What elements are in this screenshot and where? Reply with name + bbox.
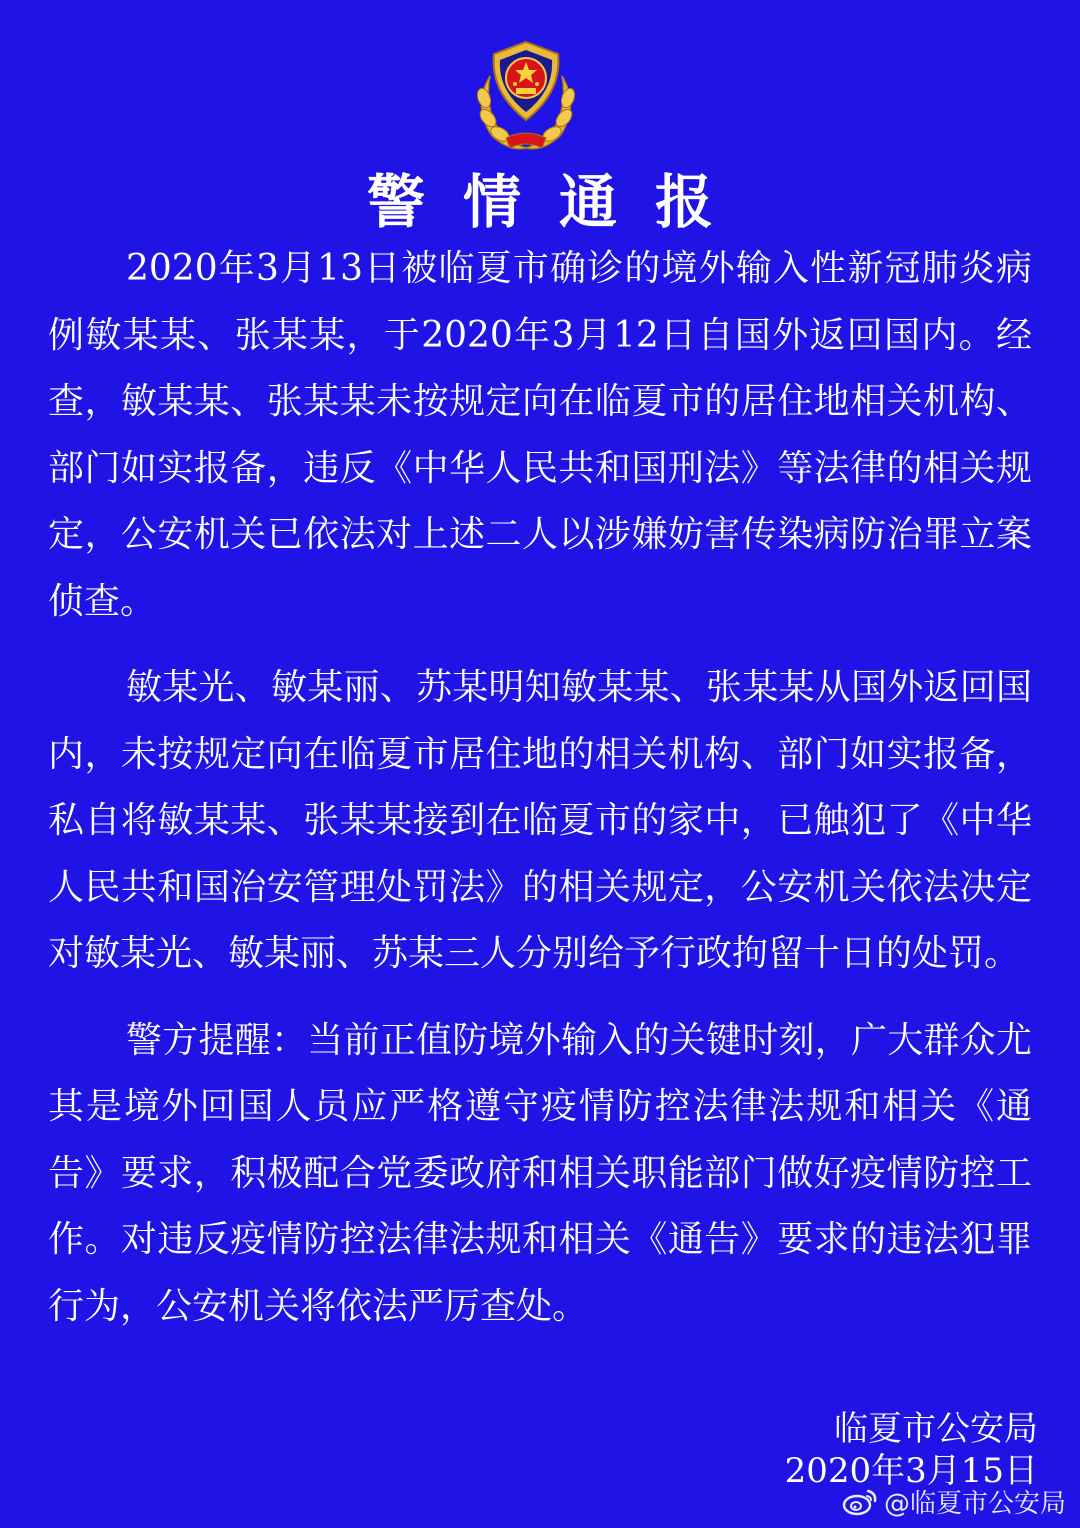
signature-date: 2020年3月15日: [784, 1451, 1038, 1491]
paragraph-detention: 敏某光、敏某丽、苏某明知敏某某、张某某从国外返回国内，未按规定向在临夏市居住地的相关机构、部门如实报备，私自将敏某某、张某某接到在临夏市的家中，已触犯了《中华人民共和国治安管理处罚法》的相关规定，公安机关依法决定对敏某光、敏某丽、苏某三人分别给予行政拘留十日的处罚。: [48, 667, 1032, 974]
paragraph-police-reminder: 警方提醒：当前正值防境外输入的关键时刻，广大群众尤其是境外回国人员应严格遵守疫情防控法律法规和相关《通告》要求，积极配合党委政府和相关职能部门做好疫情防控工作。对违反疫情防控法律法规和相关《通告》要求的违法犯罪行为，公安机关将依法严厉查处。: [48, 1019, 1032, 1327]
page-title: 警情通报: [366, 168, 751, 236]
watermark-text: @临夏市公安局: [883, 1489, 1066, 1519]
signature-block: [785, 1408, 1038, 1492]
signature-org: 临夏市公安局: [834, 1409, 1038, 1449]
police-emblem-icon: [470, 36, 582, 154]
weibo-icon: [842, 1487, 878, 1517]
weibo-watermark: [842, 1483, 1066, 1520]
paragraph-case-summary: 2020年3月13日被临夏市确诊的境外输入性新冠肺炎病例敏某某、张某某，于2020年3月12日自国外返回国内。经查，敏某某、张某某未按规定向在临夏市的居住地相关机构、部门如实报备，违反《中华人民共和国刑法》等法律的相关规定，公安机关已依法对上述二人以涉嫌妨害传染病防治罪立案侦查。: [48, 248, 1032, 622]
notice-body: [48, 236, 1032, 1360]
